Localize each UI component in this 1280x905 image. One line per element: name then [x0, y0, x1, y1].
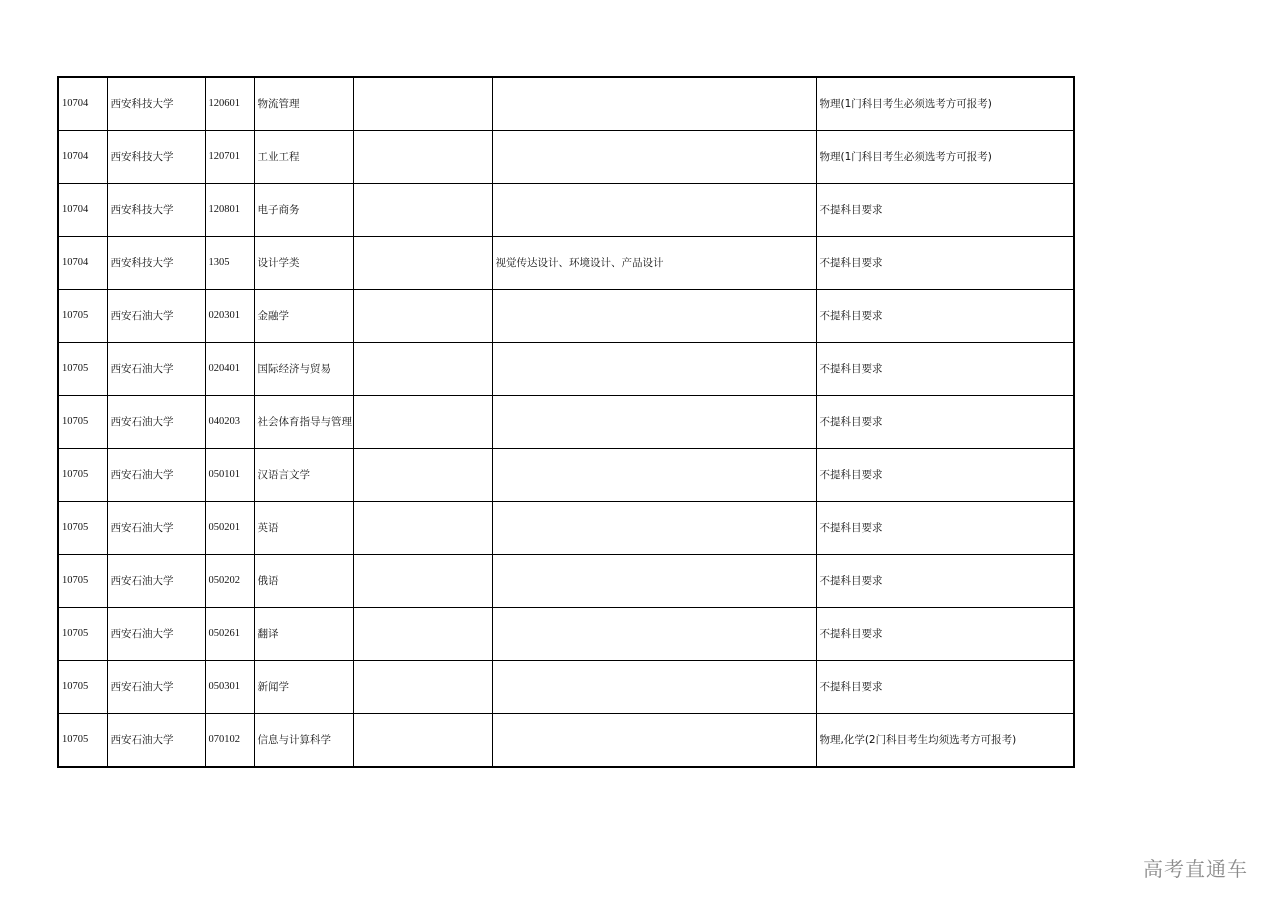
included-majors-cell	[492, 608, 816, 661]
school-code-cell: 10704	[58, 237, 107, 290]
school-code-cell: 10705	[58, 449, 107, 502]
major-name-cell: 汉语言文学	[254, 449, 353, 502]
school-name-cell: 西安石油大学	[107, 714, 205, 768]
major-name-cell: 国际经济与贸易	[254, 343, 353, 396]
major-code-cell: 050101	[205, 449, 254, 502]
subject-requirement-cell: 不提科目要求	[816, 661, 1074, 714]
school-name-cell: 西安石油大学	[107, 290, 205, 343]
school-name-cell: 西安石油大学	[107, 661, 205, 714]
school-name-cell: 西安石油大学	[107, 449, 205, 502]
included-majors-cell	[492, 555, 816, 608]
included-majors-cell	[492, 449, 816, 502]
school-name-cell: 西安石油大学	[107, 555, 205, 608]
major-name-cell: 社会体育指导与管理	[254, 396, 353, 449]
major-code-cell: 1305	[205, 237, 254, 290]
note-cell	[353, 343, 492, 396]
table-row	[58, 131, 1074, 184]
major-code-cell: 050202	[205, 555, 254, 608]
major-name-cell: 金融学	[254, 290, 353, 343]
included-majors-cell	[492, 396, 816, 449]
subject-requirement-cell: 不提科目要求	[816, 608, 1074, 661]
included-majors-cell	[492, 661, 816, 714]
school-name-cell: 西安科技大学	[107, 131, 205, 184]
school-name-cell: 西安科技大学	[107, 184, 205, 237]
watermark: 高考直通车	[1143, 857, 1248, 881]
major-name-cell: 工业工程	[254, 131, 353, 184]
school-code-cell: 10705	[58, 343, 107, 396]
subject-requirement-cell: 物理(1门科目考生必须选考方可报考)	[816, 131, 1074, 184]
major-name-cell: 英语	[254, 502, 353, 555]
school-code-cell: 10704	[58, 77, 107, 131]
subject-requirement-cell: 物理,化学(2门科目考生均须选考方可报考)	[816, 714, 1074, 768]
subject-requirement-cell: 不提科目要求	[816, 555, 1074, 608]
subject-requirement-cell: 不提科目要求	[816, 290, 1074, 343]
school-name-cell: 西安石油大学	[107, 608, 205, 661]
table-row	[58, 343, 1074, 396]
included-majors-cell	[492, 502, 816, 555]
note-cell	[353, 184, 492, 237]
school-code-cell: 10705	[58, 396, 107, 449]
subject-requirement-cell: 不提科目要求	[816, 237, 1074, 290]
table-row	[58, 502, 1074, 555]
major-name-cell: 设计学类	[254, 237, 353, 290]
note-cell	[353, 661, 492, 714]
subject-requirement-cell: 不提科目要求	[816, 343, 1074, 396]
subject-requirements-table	[57, 76, 1075, 768]
included-majors-cell	[492, 290, 816, 343]
school-code-cell: 10704	[58, 131, 107, 184]
table-row	[58, 184, 1074, 237]
included-majors-cell	[492, 714, 816, 768]
major-name-cell: 物流管理	[254, 77, 353, 131]
table-row	[58, 555, 1074, 608]
major-code-cell: 050261	[205, 608, 254, 661]
major-code-cell: 050301	[205, 661, 254, 714]
school-code-cell: 10705	[58, 555, 107, 608]
note-cell	[353, 449, 492, 502]
major-name-cell: 信息与计算科学	[254, 714, 353, 768]
note-cell	[353, 77, 492, 131]
note-cell	[353, 555, 492, 608]
table-row	[58, 290, 1074, 343]
subject-requirement-cell: 不提科目要求	[816, 502, 1074, 555]
major-code-cell: 040203	[205, 396, 254, 449]
subject-requirement-cell: 不提科目要求	[816, 184, 1074, 237]
table-row	[58, 237, 1074, 290]
major-code-cell: 020401	[205, 343, 254, 396]
table-row	[58, 396, 1074, 449]
major-code-cell: 020301	[205, 290, 254, 343]
school-code-cell: 10705	[58, 290, 107, 343]
major-name-cell: 翻译	[254, 608, 353, 661]
school-code-cell: 10705	[58, 502, 107, 555]
note-cell	[353, 237, 492, 290]
major-code-cell: 120801	[205, 184, 254, 237]
included-majors-cell	[492, 77, 816, 131]
note-cell	[353, 290, 492, 343]
subject-requirement-cell: 不提科目要求	[816, 396, 1074, 449]
subject-requirement-cell: 物理(1门科目考生必须选考方可报考)	[816, 77, 1074, 131]
table-row	[58, 449, 1074, 502]
major-code-cell: 120601	[205, 77, 254, 131]
subject-requirement-cell: 不提科目要求	[816, 449, 1074, 502]
school-name-cell: 西安石油大学	[107, 396, 205, 449]
table-row	[58, 77, 1074, 131]
school-code-cell: 10705	[58, 608, 107, 661]
major-code-cell: 070102	[205, 714, 254, 768]
note-cell	[353, 396, 492, 449]
note-cell	[353, 131, 492, 184]
school-code-cell: 10705	[58, 661, 107, 714]
school-name-cell: 西安科技大学	[107, 237, 205, 290]
table-row	[58, 714, 1074, 768]
major-name-cell: 电子商务	[254, 184, 353, 237]
major-name-cell: 新闻学	[254, 661, 353, 714]
table-row	[58, 661, 1074, 714]
included-majors-cell	[492, 131, 816, 184]
school-name-cell: 西安石油大学	[107, 502, 205, 555]
school-code-cell: 10705	[58, 714, 107, 768]
note-cell	[353, 608, 492, 661]
school-name-cell: 西安石油大学	[107, 343, 205, 396]
included-majors-cell: 视觉传达设计、环境设计、产品设计	[492, 237, 816, 290]
school-code-cell: 10704	[58, 184, 107, 237]
major-code-cell: 050201	[205, 502, 254, 555]
major-name-cell: 俄语	[254, 555, 353, 608]
note-cell	[353, 714, 492, 768]
included-majors-cell	[492, 343, 816, 396]
major-code-cell: 120701	[205, 131, 254, 184]
included-majors-cell	[492, 184, 816, 237]
table-row	[58, 608, 1074, 661]
note-cell	[353, 502, 492, 555]
school-name-cell: 西安科技大学	[107, 77, 205, 131]
